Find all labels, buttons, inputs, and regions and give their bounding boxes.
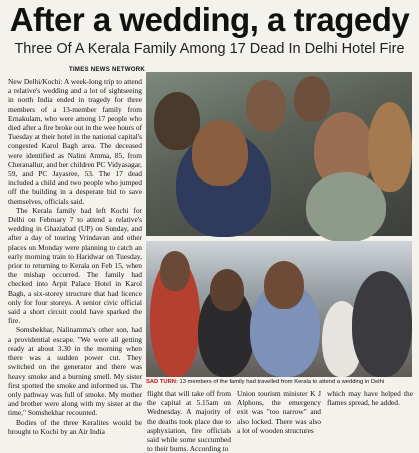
article-column-2: flight that will take off from the capital at 5.15am on Wednesday. A majority of the deaths took place due to asphyxiation, fire officials said while some succumbed to their burns. According to — [147, 389, 231, 453]
caption-tag: SAD TURN: — [146, 379, 178, 385]
person-shape — [192, 120, 248, 186]
byline: TIMES NEWS NETWORK — [69, 67, 146, 73]
article-column-1 — [8, 77, 142, 439]
person-shape — [210, 269, 244, 311]
person-shape — [246, 80, 286, 132]
person-shape — [264, 261, 304, 309]
person-shape — [352, 271, 412, 377]
headline: After a wedding, a tragedy — [9, 1, 410, 38]
caption-text: 13 members of the family had travelled from Kerala to attend a wedding in Delhi — [177, 379, 385, 385]
article-column-3: Union tourism minister K J Alphons, the emergency exit was "too narrow" and also locked. There was also a lot of wooden structures — [237, 389, 321, 435]
person-shape — [294, 76, 330, 122]
article-paragraph: The Kerala family had left Kochi for Delhi on February 7 to attend a relative's wedding in Ghaziabad (UP) on Sunday, and after a day of touring Vrindavan and other places on Monday were planning to catch an early morning train to Haridwar on Tuesday, prior to returning to Kerala on Feb 15, when the mishap occurred. The family had checked into Arpit Palace Hotel in Karol Bagh, a six-storey structure that had licence only for four storeys. A senior civic official said a short circuit could have sparked the fire. — [8, 205, 142, 326]
person-shape — [306, 172, 386, 242]
person-shape — [160, 251, 190, 291]
photo-caption — [146, 377, 412, 387]
article-paragraph: Bodies of the three Keralites would be brought to Kochi by an Air India — [8, 417, 142, 436]
subheadline: Three Of A Kerala Family Among 17 Dead In Delhi Hotel Fire — [14, 41, 405, 57]
person-shape — [368, 102, 412, 192]
article-paragraph: Somshekhar, Nalinamma's other son, had a providential escape. "We were all getting ready at about 3.30 in the morning when there was a sudden power cut. They switched on the generator and there was heavy smoke and a burning smell. My sister first spotted the smoke and informed us. The only pathway was full of smoke. My mother and brother were along with my sister at the time," Somshekhar recounted. — [8, 325, 142, 418]
article-column-4: which may have helped the flames spread, he added. — [327, 389, 413, 408]
family-photo-bottom — [146, 241, 412, 377]
family-photo-top — [146, 72, 412, 236]
article-paragraph: New Delhi/Kochi: A week-long trip to attend a relative's wedding and a lot of sightseeing in north India ended in tragedy for three members of a 13-member family from Ernakulam, who were among 17 people who died after a fire broke out in the wee hours of Tuesday at their hotel in the national capital's congested Karol Bagh area. The deceased were identified as Nalini Amma, 85, from Cheranallur, and her children PC Vidyasagar, 59, and PC Jayasree, 53. The 17 dead included a child and two people who jumped off the building in a desperate bid to save themselves, officials said. — [8, 77, 142, 206]
